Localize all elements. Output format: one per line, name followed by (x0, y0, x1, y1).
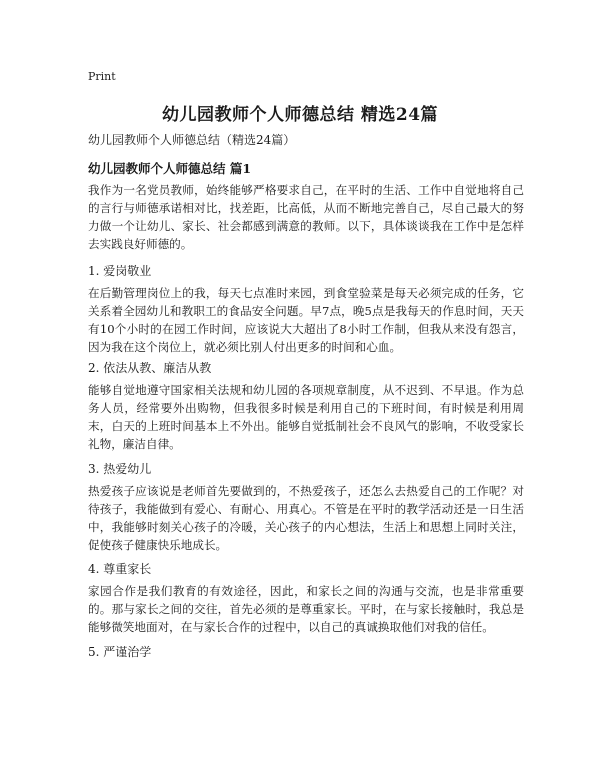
paragraph: 热爱孩子应该说是老师首先要做到的，不热爱孩子，还怎么去热爱自己的工作呢？对待孩子，我能做到有爱心、有耐心、用真心。不管是在平时的教学活动还是一日生活中，我能够时刻关心孩子的冷暖，关心孩子的内心想法，生活上和思想上同时关注，促使孩子健康快乐地成长。 (88, 484, 524, 552)
list-item-heading: 2. 依法从教、廉洁从教 (88, 361, 212, 375)
list-item-heading: 3. 热爱幼儿 (88, 462, 152, 476)
print-link[interactable]: Print (88, 70, 116, 83)
paragraph: 在后勤管理岗位上的我，每天七点准时来园，到食堂验菜是每天必须完成的任务，它关系着全园幼儿和教职工的食品安全问题。早7点，晚5点是我每天的作息时间，天天有10个小时的在园工作时间，应该说大大超出了8小时工作制，但我从来没有怨言，因为我在这个岗位上，就必须比别人付出更多的时间和心血。 (88, 286, 524, 354)
list-item-heading: 4. 尊重家长 (88, 562, 152, 576)
section-heading: 幼儿园教师个人师德总结 篇1 (88, 161, 252, 176)
intro-paragraph: 我作为一名党员教师，始终能够严格要求自己，在平时的生活、工作中自觉地将自己的言行与师德承诺相对比，找差距，比高低，从而不断地完善自己，尽自己最大的努力做一个让幼儿、家长、社会都感到满意的教师。以下，具体谈谈我在工作中是怎样去实践良好师德的。 (88, 183, 524, 251)
paragraph: 家园合作是我们教育的有效途径，因此，和家长之间的沟通与交流，也是非常重要的。那与家长之间的交往，首先必须的是尊重家长。平时，在与家长接触时，我总是能够微笑地面对，在与家长合作的过程中，以自己的真诚换取他们对我的信任。 (88, 584, 524, 634)
document-title: 幼儿园教师个人师德总结 精选24篇 (161, 105, 439, 125)
document-subtitle: 幼儿园教师个人师德总结（精选24篇） (88, 133, 296, 147)
list-item-heading: 5. 严谨治学 (88, 645, 152, 659)
list-item-heading: 1. 爱岗敬业 (88, 264, 152, 278)
paragraph: 能够自觉地遵守国家相关法规和幼儿园的各项规章制度，从不迟到、不早退。作为总务人员，经常要外出购物，但我很多时候是利用自己的下班时间，有时候是利用周末，白天的上班时间基本上不外出。能够自觉抵制社会不良风气的影响，不收受家长礼物，廉洁自律。 (88, 383, 524, 451)
